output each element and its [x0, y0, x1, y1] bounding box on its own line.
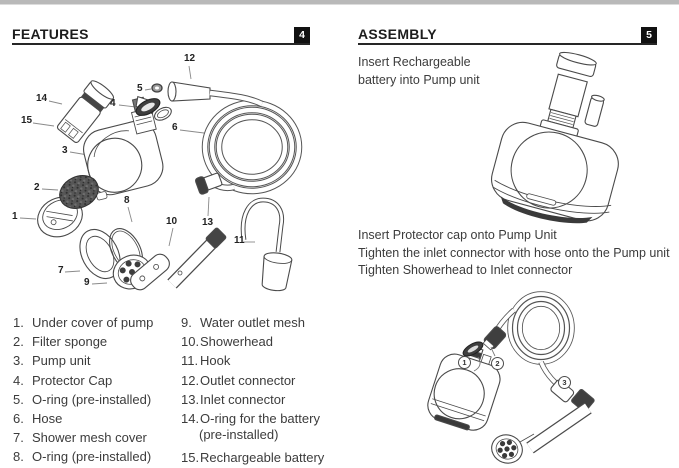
outlet-connector-part: [168, 82, 210, 101]
parts-list-item: 13. Inlet connector: [181, 391, 286, 407]
instruction-line: Tighten Showerhead to Inlet connector: [358, 263, 573, 277]
part-label-2: 2: [34, 182, 40, 193]
parts-list-item: 5. O-ring (pre-installed): [13, 391, 152, 407]
assembly-hose-connector: [482, 325, 507, 351]
part-label-9: 9: [84, 277, 90, 288]
assembly-page-badge: 5: [641, 27, 657, 43]
assembly-diagram-connections: [390, 288, 679, 468]
assembly-instruction-battery: [358, 54, 480, 89]
assembly-hose: [495, 294, 572, 386]
parts-list-item: 10. Showerhead: [181, 334, 273, 350]
parts-list-item: 3. Pump unit: [13, 353, 91, 369]
part-label-12: 12: [184, 53, 196, 64]
part-label-7: 7: [58, 265, 64, 276]
assembly-step-marker-1: 1: [458, 356, 471, 369]
part-label-4: 4: [110, 98, 116, 109]
top-border: [0, 0, 679, 5]
parts-list-item: 14. O-ring for the battery (pre-installed): [181, 411, 320, 443]
parts-list-item: 8. O-ring (pre-installed): [13, 449, 152, 465]
parts-list-col2: [180, 313, 324, 467]
instruction-line: Tighten the inlet connector with hose onto the Pump unit: [358, 245, 670, 260]
part-label-15: 15: [21, 115, 33, 126]
parts-list-col1: [12, 313, 153, 467]
part-label-13: 13: [202, 217, 214, 228]
parts-list-item: 11. Hook: [181, 353, 231, 369]
part-label-6: 6: [172, 122, 178, 133]
parts-list-item: 9. Water outlet mesh: [181, 315, 306, 330]
features-title: FEATURES: [12, 26, 89, 42]
assembly-diagram-battery: [480, 48, 679, 232]
parts-list-item: 7. Shower mesh cover: [13, 430, 147, 446]
inlet-connector-part: [195, 171, 223, 195]
o-ring-part: [152, 84, 162, 92]
hook-part: [243, 200, 292, 292]
part-label-11: 11: [234, 235, 245, 246]
parts-list-item: 12. Outlet connector: [181, 372, 296, 388]
parts-list-item: 1. Under cover of pump: [13, 315, 154, 330]
features-page-badge: 4: [294, 27, 310, 43]
instruction-line: Insert Rechargeable: [358, 55, 471, 69]
parts-list-item: 6. Hose: [13, 411, 63, 427]
instruction-line: Insert Protector cap onto Pump Unit: [358, 228, 557, 242]
assembly-header: [358, 27, 657, 45]
assembly-showerhead: [488, 408, 588, 467]
part-label-8: 8: [124, 195, 130, 206]
assembly-instructions: [358, 227, 670, 280]
parts-list-item: 2. Filter sponge: [13, 334, 108, 350]
assembly-title: ASSEMBLY: [358, 26, 437, 42]
assembly-step-marker-3: 3: [558, 376, 571, 389]
assembly-step-marker-2: 2: [491, 357, 504, 370]
features-exploded-diagram: [0, 48, 340, 312]
parts-list-item: 15. Rechargeable battery: [181, 450, 325, 466]
parts-list-item: 4. Protector Cap: [13, 372, 113, 388]
instruction-line: battery into Pump unit: [358, 72, 480, 87]
part-label-5: 5: [137, 83, 143, 94]
part-label-14: 14: [36, 93, 48, 104]
part-label-1: 1: [12, 211, 18, 222]
features-header: [12, 27, 310, 45]
part-label-10: 10: [166, 216, 178, 227]
part-label-3: 3: [62, 145, 68, 156]
